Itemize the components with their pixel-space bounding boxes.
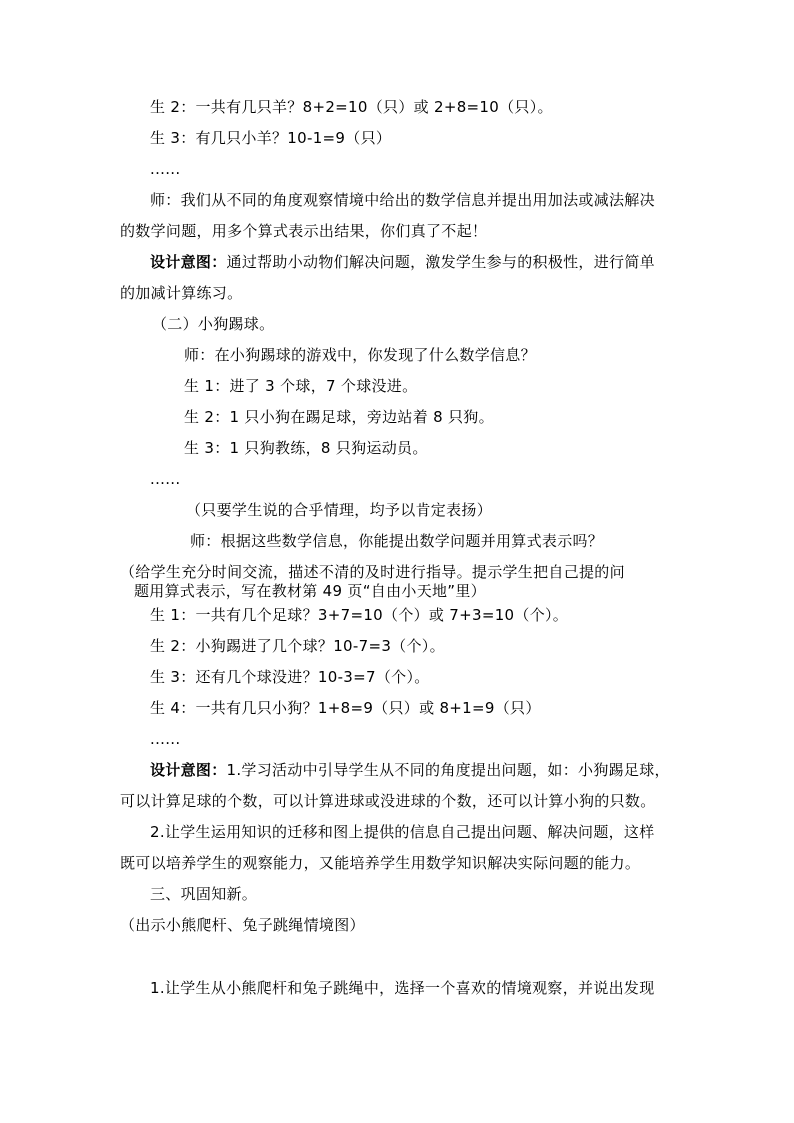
text-line: 生 2：1 只小狗在踢足球，旁边站着 8 只狗。 [184,408,494,426]
text-line: 师：根据这些数学信息，你能提出数学问题并用算式表示吗？ [190,532,604,550]
text-line: 生 1：一共有几个足球？3+7=10（个）或 7+3=10（个）。 [150,606,569,624]
text-line: 生 2：小狗踢进了几个球？10-7=3（个）。 [150,637,445,655]
section-heading: （二）小狗踢球。 [152,315,275,333]
text-line: （给学生充分时间交流，描述不清的及时进行指导。提示学生把自己提的问 [120,563,625,581]
design-intent-line [150,251,655,273]
text-line: 的加减计算练习。 [120,284,243,302]
text-line: 2.让学生运用知识的迁移和图上提供的信息自己提出问题、解决问题，这样 [150,823,655,841]
text-line: 生 3：有几只小羊？10-1=9（只） [150,129,392,147]
design-intent-label: 设计意图： [150,253,227,271]
text-line: 1.让学生从小熊爬杆和兔子跳绳中，选择一个喜欢的情境观察，并说出发现 [150,979,655,997]
design-intent-line [150,759,670,781]
text-line: 生 3：1 只狗教练，8 只狗运动员。 [184,439,428,457]
text-line: 师：我们从不同的角度观察情境中给出的数学信息并提出用加法或减法解决 [150,191,655,209]
ellipsis-line: ...... [150,730,181,748]
ellipsis-line: ...... [150,470,181,488]
section-heading: 三、巩固知新。 [150,885,258,903]
text-line: （只要学生说的合乎情理，均予以肯定表扬） [186,501,493,519]
design-intent-text: 通过帮助小动物们解决问题，激发学生参与的积极性，进行简单 [226,253,655,271]
text-line: 题用算式表示，写在教材第 49 页“自由小天地”里） [134,582,486,600]
text-line: 的数学问题，用多个算式表示出结果，你们真了不起！ [120,222,488,240]
text-line: 生 2：一共有几只羊？8+2=10（只）或 2+8=10（只）。 [150,98,553,116]
text-line: 师：在小狗踢球的游戏中，你发现了什么数学信息？ [184,346,536,364]
text-line: （出示小熊爬杆、兔子跳绳情境图） [120,916,365,934]
text-line: 生 3：还有几个球没进？10-3=7（个）。 [150,668,430,686]
text-line: 生 4：一共有几只小狗？1+8=9（只）或 8+1=9（只） [150,699,541,717]
design-intent-label: 设计意图： [150,761,227,779]
text-line: 生 1：进了 3 个球，7 个球没进。 [184,377,418,395]
design-intent-text: 1.学习活动中引导学生从不同的角度提出问题，如：小狗踢足球， [226,761,670,779]
text-line: 既可以培养学生的观察能力，又能培养学生用数学知识解决实际问题的能力。 [120,854,641,872]
ellipsis-line: ...... [150,160,181,178]
text-line: 可以计算足球的个数，可以计算进球或没进球的个数，还可以计算小狗的只数。 [120,792,656,810]
